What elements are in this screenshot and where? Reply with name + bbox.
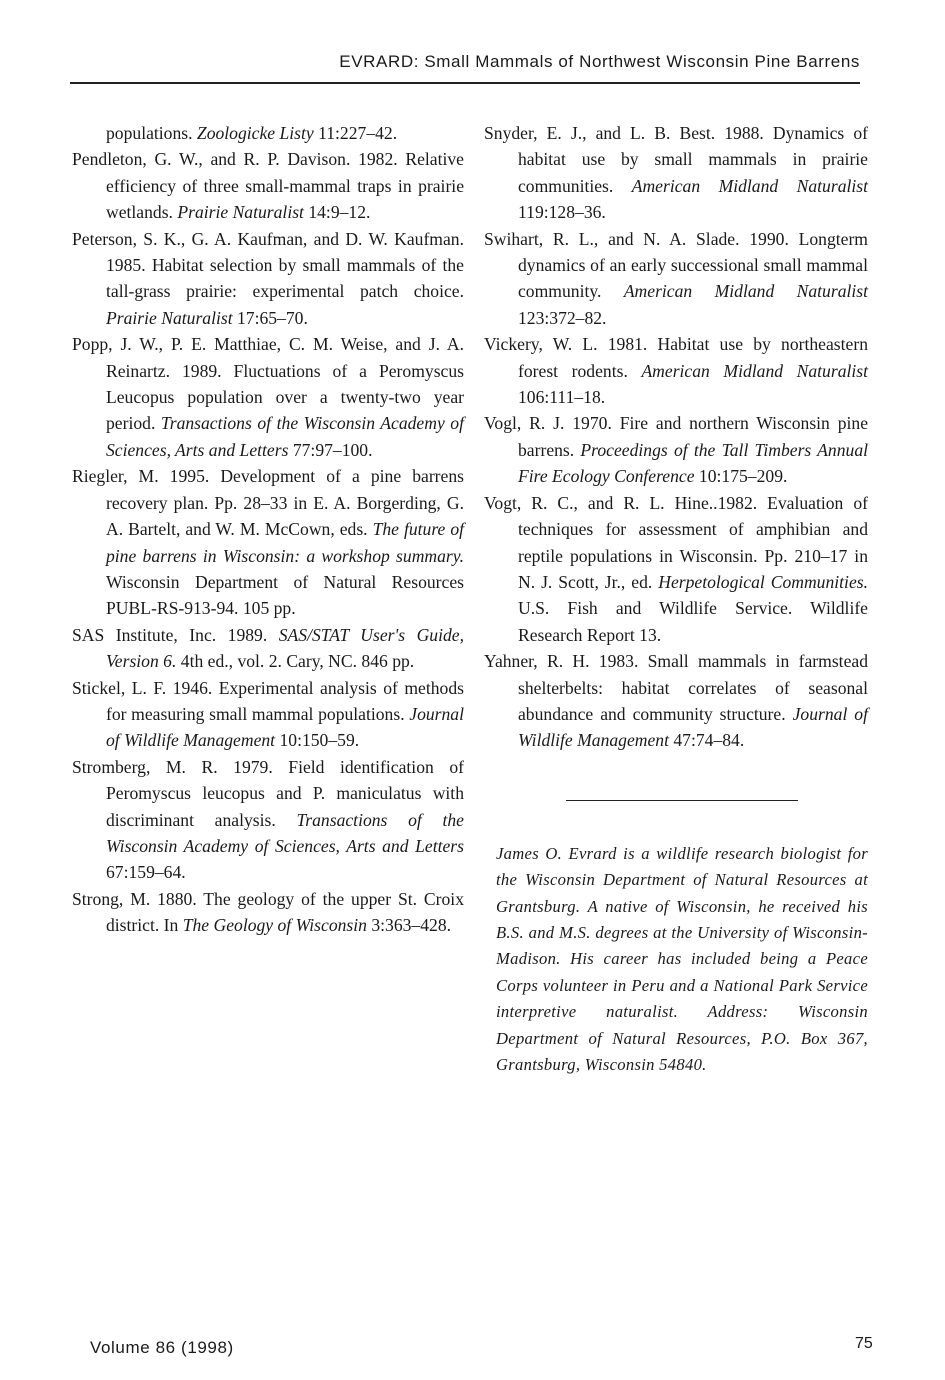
reference-entry: Riegler, M. 1995. Development of a pine barrens recovery plan. Pp. 28–33 in E. A. Borgerding, G. A. Bartelt, and W. M. McCown, eds. The future of pine barrens in Wisconsin: a workshop summary. Wisconsin Department of Natural Resources PUBL-RS-913-94. 105 pp. [72,466,465,619]
running-header [70,48,860,84]
reference-entry: Vogl, R. J. 1970. Fire and northern Wisconsin pine barrens. Proceedings of the Tall Timbers Annual Fire Ecology Conference 10:175–209. [484,413,869,487]
reference-entry: Yahner, R. H. 1983. Small mammals in farmstead shelterbelts: habitat correlates of seasonal abundance and community structure. Journal of Wildlife Management 47:74–84. [484,651,868,751]
references-left-column [72,120,464,939]
page-number: 75 [855,1335,873,1352]
reference-entry: Vogt, R. C., and R. L. Hine..1982. Evaluation of techniques for assessment of amphibian and reptile populations in Wisconsin. Pp. 210–17 in N. J. Scott, Jr., ed. Herpetological Communities. U.S. Fish and Wildlife Service. Wildlife Research Report 13. [484,492,868,645]
reference-entry: Pendleton, G. W., and R. P. Davison. 1982. Relative efficiency of three small-mammal traps in prairie wetlands. Prairie Naturalist 14:9–12. [72,149,464,223]
references-right-column [484,120,868,1078]
reference-entry: Strong, M. 1880. The geology of the upper St. Croix district. In The Geology of Wisconsin 3:363–428. [72,888,464,936]
reference-entry: Swihart, R. L., and N. A. Slade. 1990. Longterm dynamics of an early successional small mammal community. American Midland Naturalist 123:372–82. [484,228,869,328]
reference-entry: Snyder, E. J., and L. B. Best. 1988. Dynamics of habitat use by small mammals in prairie communities. American Midland Naturalist 119:128–36. [484,123,869,223]
reference-entry: Peterson, S. K., G. A. Kaufman, and D. W. Kaufman. 1985. Habitat selection by small mammals of the tall-grass prairie: experimental patch choice. Prairie Naturalist 17:65–70. [72,228,464,328]
section-divider [566,800,798,801]
reference-entry: Stromberg, M. R. 1979. Field identification of Peromyscus leucopus and P. maniculatus with discriminant analysis. Transactions of the Wisconsin Academy of Sciences, Arts and Letters 67:159–64. [72,756,464,883]
reference-entry: SAS Institute, Inc. 1989. SAS/STAT User's Guide, Version 6. 4th ed., vol. 2. Cary, NC. 846 pp. [72,624,464,672]
reference-entry: Stickel, L. F. 1946. Experimental analysis of methods for measuring small mammal populations. Journal of Wildlife Management 10:150–59. [72,677,464,751]
reference-entry: Popp, J. W., P. E. Matthiae, C. M. Weise, and J. A. Reinartz. 1989. Fluctuations of a Peromyscus Leucopus population over a twenty-two year period. Transactions of the Wisconsin Academy of Sciences, Arts and Letters 77:97–100. [72,334,464,460]
author-bio: James O. Evrard is a wildlife research biologist for the Wisconsin Department of Natural Resources at Grantsburg. A native of Wisconsin, he received his B.S. and M.S. degrees at the University of Wisconsin-Madison. His career has included being a Peace Corps volunteer in Peru and a National Park Service interpretive naturalist. Address: Wisconsin Department of Natural Resources, P.O. Box 367, Grantsburg, Wisconsin 54840. [496,843,868,1074]
running-header-title: EVRARD: Small Mammals of Northwest Wisconsin Pine Barrens [339,52,860,71]
header-rule [70,82,860,84]
reference-entry: Vickery, W. L. 1981. Habitat use by northeastern forest rodents. American Midland Naturalist 106:111–18. [484,334,868,408]
volume-footer: Volume 86 (1998) [90,1338,234,1357]
reference-entry: populations. Zoologicke Listy 11:227–42. [106,123,398,143]
